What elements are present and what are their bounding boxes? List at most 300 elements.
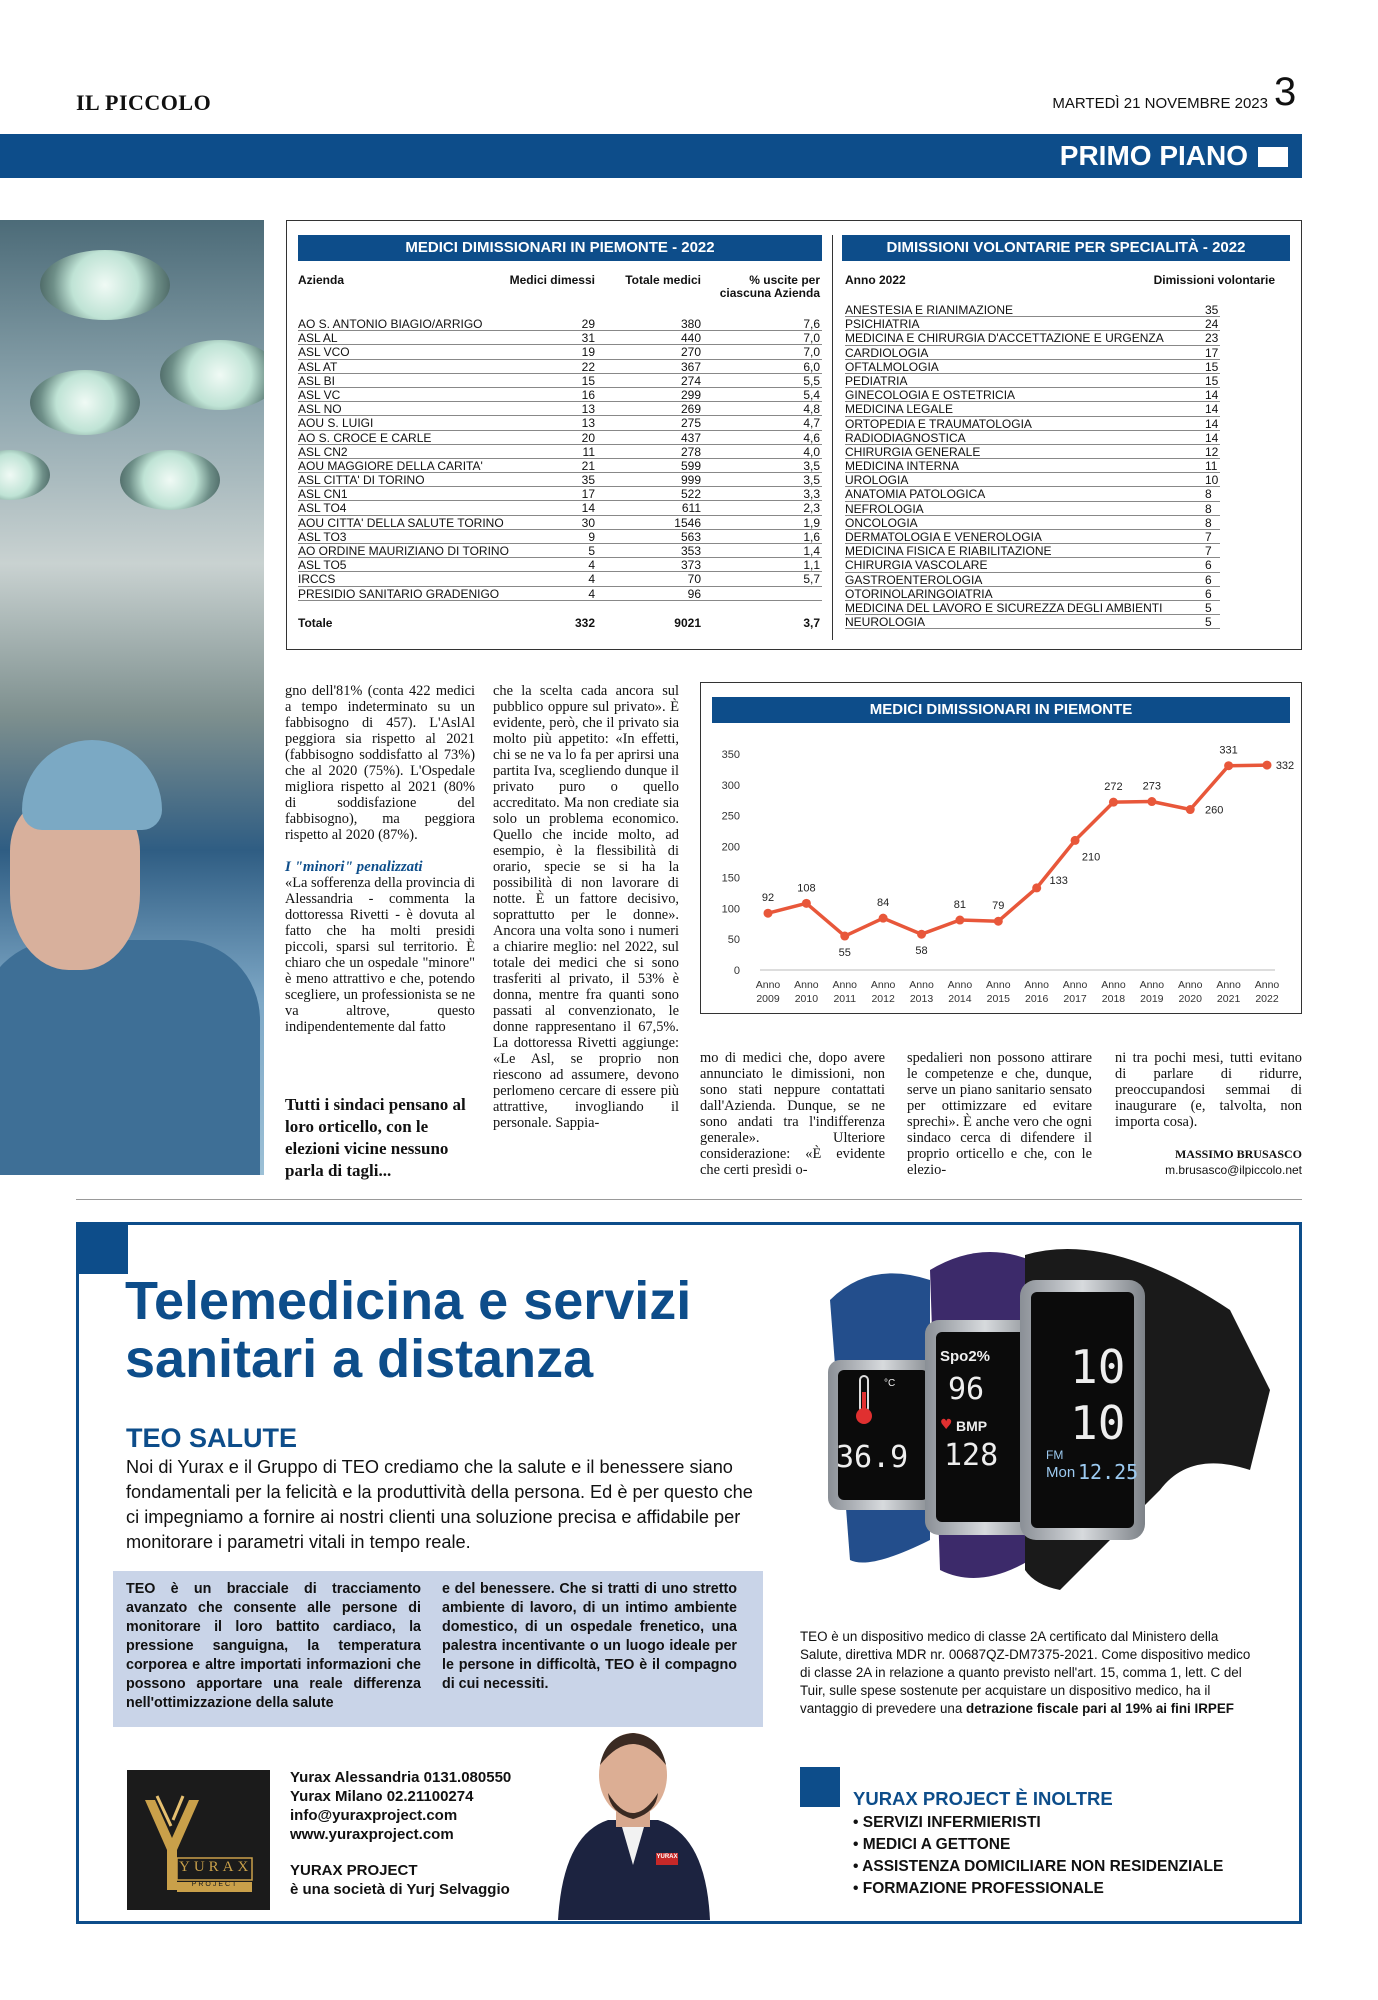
y-tick-label: 100: [721, 903, 740, 916]
ad-intro: Noi di Yurax e il Gruppo di TEO crediamo che la salute e il benessere siano fondamentali per la felicità e la produttività della persona. Ed è per questo che ci impegniamo a fornire ai nostri clienti una soluzione precisa e affidabile per monitorare i parametri vitali in tempo reale.: [126, 1457, 753, 1552]
data-point: [1263, 761, 1272, 770]
table2-row: [845, 587, 1220, 601]
cell-totale: 563: [680, 529, 701, 544]
data-label: 260: [1205, 804, 1224, 817]
x-tick-label: 2011: [833, 993, 857, 1005]
cell-dimessi: 13: [581, 416, 595, 431]
t1-total-percent: 3,7: [803, 616, 820, 630]
cell-dimessi: 31: [581, 331, 595, 346]
table2-row: [845, 558, 1220, 572]
ad-box-right: e del benessere. Che si tratti di uno stretto ambiente di lavoro, di un intimo ambiente domestico, di un ospedale frenetico, una palestra incentivante o un luogo ideale per le persone in difficoltà, TEO è il compagno di cui necessiti.: [442, 1581, 737, 1692]
cell-specialita: DERMATOLOGIA E VENEROLOGIA: [845, 530, 1042, 544]
ad-regulatory-note: [800, 1628, 1260, 1718]
table1-row: [298, 402, 822, 416]
inoltre-item-formazione: • FORMAZIONE PROFESSIONALE: [853, 1878, 1273, 1900]
data-label: 81: [953, 899, 967, 912]
cell-dimessi: 11: [582, 444, 595, 459]
cell-specialita: PSICHIATRIA: [845, 317, 920, 332]
x-tick-label: 2022: [1255, 993, 1279, 1005]
watch2-bmp-label: BMP: [956, 1418, 988, 1434]
cell-azienda: AO S. CROCE E CARLE: [298, 430, 432, 445]
cell-percent: 5,4: [803, 387, 820, 402]
table2-row: [845, 573, 1220, 587]
y-tick-label: 250: [721, 810, 740, 823]
data-point: [802, 899, 811, 908]
cell-totale: 373: [680, 558, 701, 573]
table2-row: [845, 388, 1220, 402]
cell-azienda: AOU S. LUIGI: [298, 416, 374, 431]
t1-total-medici: 9021: [674, 616, 701, 630]
watch1-temperature: 36.9: [836, 1440, 909, 1475]
cell-azienda: IRCCS: [298, 572, 336, 587]
table1-row: [298, 530, 822, 544]
cell-azienda: ASL TO3: [298, 529, 347, 544]
cell-percent: 4,6: [803, 430, 820, 445]
data-point: [994, 917, 1003, 926]
series-line: [768, 765, 1267, 936]
cell-percent: 7,0: [803, 345, 820, 360]
cell-dimissioni: 5: [1205, 600, 1212, 615]
cell-totale: 599: [680, 458, 701, 473]
chart-title: MEDICI DIMISSIONARI IN PIEMONTE: [712, 697, 1290, 723]
cell-specialita: GINECOLOGIA E OSTETRICIA: [845, 388, 1016, 403]
cell-percent: 7,6: [803, 317, 820, 331]
cell-specialita: OFTALMOLOGIA: [845, 359, 939, 374]
x-tick-label: Anno: [1177, 979, 1203, 991]
company-name: YURAX PROJECT: [290, 1862, 418, 1879]
cell-azienda: ASL TO4: [298, 501, 347, 516]
cell-totale: 299: [680, 387, 701, 402]
table1-row: [298, 544, 822, 558]
cell-dimessi: 13: [581, 402, 595, 417]
cell-dimissioni: 6: [1205, 572, 1212, 587]
contact-email[interactable]: info@yuraxproject.com: [290, 1807, 458, 1824]
cell-dimessi: 30: [581, 515, 595, 530]
data-point: [1224, 761, 1233, 770]
data-label: 79: [992, 900, 1005, 913]
x-tick-label: Anno: [794, 979, 819, 991]
ad-note-bold: detrazione fiscale pari al 19% ai fini IRPEF: [966, 1701, 1234, 1716]
section-title: PRIMO PIANO: [1059, 140, 1248, 171]
article-col1-a: gno dell'81% (conta 422 medici a tempo indeterminato su un fabbisogno di 457). L'AslAl peggiora sia rispetto al 2021 (fabbisogno soddisfatto al 73%) che al 2020 (75%). L'Ospedale migliora rispetto al 2021 (80% di soddisfazione del fabbisogno), ma peggiora rispetto al 2020 (87%).: [285, 683, 475, 843]
cell-totale: 380: [680, 317, 701, 331]
cell-specialita: RADIODIAGNOSTICA: [845, 430, 966, 445]
table2-row: [845, 487, 1220, 501]
ad-corner-block: [76, 1222, 128, 1274]
data-label: 108: [797, 882, 816, 895]
x-tick-label: Anno: [986, 979, 1011, 991]
table2-rows: [845, 303, 1220, 629]
data-label: 332: [1275, 760, 1295, 773]
table1-row: [298, 558, 822, 572]
cell-dimissioni: 15: [1205, 373, 1219, 388]
cell-azienda: AO ORDINE MAURIZIANO DI TORINO: [298, 544, 509, 558]
company-info: [290, 1861, 590, 1899]
cell-specialita: ORTOPEDIA E TRAUMATOLOGIA: [845, 416, 1032, 431]
table1-row: [298, 360, 822, 374]
cell-percent: 3,5: [803, 458, 820, 473]
cell-azienda: ASL BI: [298, 373, 335, 388]
author-email[interactable]: m.brusasco@ilpiccolo.net: [1165, 1163, 1302, 1177]
ad-title: Telemedicina e servizi sanitari a distanza: [125, 1271, 692, 1389]
yurax-logo: [127, 1770, 270, 1910]
x-tick-label: 2021: [1216, 993, 1241, 1005]
t1-header-percent: % uscite per ciascuna Azienda: [719, 273, 820, 300]
company-description: è una società di Yurj Selvaggio: [290, 1881, 510, 1898]
cell-totale: 1546: [674, 515, 701, 530]
cell-dimessi: 17: [581, 487, 595, 502]
logo-text: YURAX: [179, 1859, 253, 1875]
watch2-spo2-value: 96: [948, 1372, 985, 1407]
cell-dimissioni: 8: [1205, 487, 1212, 502]
heart-icon: ♥: [940, 1417, 953, 1433]
article-col5: ni tra pochi mesi, tutti evitano di parlare di ridurre, preoccupandosi semmai di inaugurare (e, talvolta, non importa cosa).: [1115, 1050, 1302, 1130]
cell-specialita: ANESTESIA E RIANIMAZIONE: [845, 303, 1014, 317]
cell-dimessi: 35: [581, 473, 595, 488]
t1-header-dimessi: Medici dimessi: [509, 273, 595, 287]
cell-azienda: ASL AL: [298, 331, 338, 346]
data-label: 58: [915, 945, 928, 958]
cell-dimissioni: 14: [1205, 402, 1219, 417]
table1-row: [298, 331, 822, 345]
ad-subtitle: TEO SALUTE: [126, 1423, 298, 1453]
x-tick-label: Anno: [1062, 979, 1088, 991]
line-chart: [700, 726, 1302, 1014]
table2-row: [845, 601, 1220, 615]
x-tick-label: 2018: [1101, 993, 1126, 1005]
cell-azienda: ASL CN1: [298, 487, 348, 502]
article-subhead: I "minori" penalizzati: [285, 859, 423, 875]
table1-row: [298, 388, 822, 402]
data-point: [840, 932, 849, 941]
table2-row: [845, 431, 1220, 445]
x-tick-label: 2020: [1178, 993, 1202, 1005]
article-col1: [285, 683, 475, 1035]
cell-dimessi: 29: [581, 317, 595, 331]
y-tick-label: 150: [721, 872, 740, 885]
table1-row: [298, 431, 822, 445]
cell-specialita: GASTROENTEROLOGIA: [845, 572, 983, 587]
cell-specialita: CARDIOLOGIA: [845, 345, 929, 360]
cell-azienda: ASL CN2: [298, 444, 348, 459]
cell-specialita: MEDICINA LEGALE: [845, 402, 954, 417]
cell-dimissioni: 8: [1205, 501, 1212, 516]
cell-dimissioni: 23: [1205, 331, 1219, 346]
cell-totale: 999: [680, 473, 701, 488]
cell-dimissioni: 14: [1205, 430, 1219, 445]
cell-azienda: ASL VC: [298, 387, 341, 402]
cell-totale: 269: [680, 402, 701, 417]
x-tick-label: Anno: [909, 979, 934, 991]
cell-totale: 367: [680, 359, 701, 374]
table2-row: [845, 473, 1220, 487]
watch3-hour: 10: [1070, 1340, 1126, 1394]
contact-alessandria: Yurax Alessandria 0131.080550: [290, 1769, 512, 1786]
table1-row: [298, 345, 822, 359]
table-divider: [832, 235, 833, 640]
y-tick-label: 50: [727, 934, 740, 947]
cell-azienda: ASL NO: [298, 402, 342, 417]
cell-specialita: UROLOGIA: [845, 473, 909, 488]
article-col1-b: «La sofferenza della provincia di Alessandria - commenta la dottoressa Rivetti - è dovuta al fatto che ha molti presidi piccoli, sparsi sul territorio. È chiaro che un ospedale "minore" è meno attrattivo e che, potendo scegliere, un professionista se ne va altrove, questo indipendentemente dal fatto: [285, 875, 475, 1035]
cell-dimissioni: 12: [1205, 444, 1219, 459]
x-tick-label: Anno: [832, 979, 858, 991]
watch3-minute: 10: [1070, 1396, 1126, 1450]
cell-dimissioni: 14: [1205, 388, 1219, 403]
page-divider: [76, 1199, 1302, 1200]
cell-dimissioni: 35: [1205, 303, 1219, 317]
article-col2: che la scelta cada ancora sul pubblico oppure sul privato». È evidente, però, che il privato sia molto più appetito: «In effetti, chi se ne va lo fa per aprirsi una partita Iva, scegliendo dunque il privato puro o quello accreditato. Ma non crediate sia solo un problema economico. Quello che incide molto, ad esempio, è la flessibilità di orario, specie se si ha la possibilità di non lavorare di notte. È un fattore decisivo, soprattutto per le donne». Ancora una volta sono i numeri a chiarire meglio: nel 2022, sul totale dei medici che si sono trasferiti al privato, il 53% è donna, mentre fra quanti sono passati al convenzionato, le donne rappresentano il 67,5%. La dottoressa Rivetti aggiunge: «Le Asl, se proprio non riescono ad assumere, devono perlomeno cercare di essere più attrattive, invogliando il personale. Sappia-: [493, 683, 679, 1131]
table1-row: [298, 487, 822, 501]
cell-percent: 4,7: [803, 416, 820, 431]
cell-totale: 274: [680, 373, 701, 388]
data-point: [1071, 836, 1080, 845]
t1-header-azienda: Azienda: [298, 273, 345, 287]
table1-row: [298, 516, 822, 530]
watch3-day: Mon: [1046, 1464, 1076, 1481]
table2-row: [845, 374, 1220, 388]
x-tick-label: Anno: [1024, 979, 1049, 991]
cell-specialita: MEDICINA E CHIRURGIA D'ACCETTAZIONE E URGENZA: [845, 331, 1164, 346]
pull-quote: Tutti i sindaci pensano al loro orticello, con le elezioni vicine nessuno parla di tagli...: [285, 1095, 466, 1180]
data-label: 331: [1219, 744, 1238, 757]
inoltre-item-infermieristi: • SERVIZI INFERMIERISTI: [853, 1812, 1273, 1834]
table2-row: [845, 331, 1220, 345]
t2-header-dimissioni: Dimissioni volontarie: [1153, 273, 1275, 287]
cell-specialita: MEDICINA INTERNA: [845, 459, 960, 474]
cell-totale: 353: [680, 544, 701, 558]
cell-percent: 2,3: [803, 501, 820, 516]
cell-percent: 3,5: [803, 473, 820, 488]
t2-header-anno: Anno 2022: [845, 273, 906, 287]
x-tick-label: 2019: [1140, 993, 1164, 1005]
cell-dimessi: 21: [581, 458, 595, 473]
table1-row: [298, 459, 822, 473]
watch2-bmp-value: 128: [944, 1438, 999, 1473]
cell-percent: 3,3: [803, 487, 820, 502]
cell-totale: 70: [687, 572, 701, 587]
cell-dimissioni: 6: [1205, 586, 1212, 601]
cell-percent: 4,8: [803, 402, 820, 417]
table2-row: [845, 459, 1220, 473]
t1-total-label: Totale: [298, 616, 333, 630]
table1-row: [298, 572, 822, 586]
cell-dimessi: 14: [581, 501, 595, 516]
surgeon-photo: [0, 220, 264, 1175]
cell-specialita: PEDIATRIA: [845, 373, 908, 388]
x-tick-label: 2013: [909, 993, 934, 1005]
cell-azienda: ASL AT: [298, 359, 338, 374]
y-tick-label: 0: [733, 965, 740, 977]
x-tick-label: 2015: [986, 993, 1010, 1005]
data-label: 55: [838, 947, 851, 960]
table2-row: [845, 544, 1220, 558]
cell-totale: 440: [680, 331, 701, 346]
cell-azienda: ASL CITTA' DI TORINO: [298, 473, 425, 488]
cell-totale: 437: [680, 430, 701, 445]
data-point: [1186, 805, 1195, 814]
table2-row: [845, 502, 1220, 516]
table1-row: [298, 473, 822, 487]
cell-percent: 4,0: [803, 444, 820, 459]
cell-dimessi: 15: [581, 373, 595, 388]
ad-box-left: TEO è un bracciale di tracciamento avanzato che consente alle persone di monitorare il loro battito cardiaco, la pressione sanguigna, la temperatura corporea e altre importati informazioni che possono apportare una reale differenza nell'ottimizzazione della salute: [126, 1581, 421, 1711]
contacts-list: [290, 1768, 590, 1844]
watch3-date: 12.25: [1078, 1460, 1139, 1484]
cell-dimessi: 9: [588, 529, 595, 544]
cell-dimessi: 4: [588, 558, 595, 573]
cell-dimessi: 20: [581, 430, 595, 445]
cell-dimessi: 4: [588, 572, 595, 587]
cell-percent: 1,4: [803, 544, 820, 558]
t1-total-dimessi: 332: [574, 616, 595, 630]
cell-specialita: NEFROLOGIA: [845, 501, 924, 516]
table2-row: [845, 402, 1220, 416]
cell-percent: 1,1: [803, 558, 820, 573]
cell-dimessi: 22: [581, 359, 595, 374]
cell-dimissioni: 10: [1205, 473, 1219, 488]
data-point: [1147, 797, 1156, 806]
x-tick-label: Anno: [1216, 979, 1241, 991]
cell-totale: 275: [680, 416, 701, 431]
data-label: 210: [1081, 851, 1101, 864]
table2-row: [845, 615, 1220, 629]
table2-row: [845, 303, 1220, 317]
table2-title: DIMISSIONI VOLONTARIE PER SPECIALITÀ - 2022: [842, 235, 1290, 261]
inoltre-item-assistenza: • ASSISTENZA DOMICILIARE NON RESIDENZIALE: [853, 1856, 1273, 1878]
cell-specialita: MEDICINA DEL LAVORO E SICUREZZA DEGLI AMBIENTI: [845, 600, 1163, 615]
data-point: [1032, 883, 1041, 892]
cell-azienda: ASL VCO: [298, 345, 350, 360]
data-point: [955, 916, 964, 925]
article-col4: spedalieri non possono attirare le competenze e che, dunque, serve un piano sanitario sensato per ottimizzare ed evitare sprechi». È anche vero che ogni sindaco cerca di difendere il proprio orticello e che, con le elezio-: [907, 1050, 1092, 1178]
cell-percent: 1,9: [803, 515, 820, 530]
table1-row: [298, 416, 822, 430]
x-tick-label: Anno: [1139, 979, 1165, 991]
y-tick-label: 350: [721, 749, 740, 761]
cell-azienda: AOU MAGGIORE DELLA CARITA': [298, 458, 483, 473]
cell-azienda: AO S. ANTONIO BIAGIO/ARRIGO: [298, 317, 483, 331]
cell-dimissioni: 6: [1205, 558, 1212, 573]
cell-dimissioni: 8: [1205, 515, 1212, 530]
watch3-fm: FM: [1046, 1448, 1064, 1462]
data-point: [879, 914, 888, 923]
newspaper-name: IL PICCOLO: [76, 90, 212, 115]
table1-title: MEDICI DIMISSIONARI IN PIEMONTE - 2022: [298, 235, 822, 261]
table2-row: [845, 417, 1220, 431]
data-label: 84: [877, 897, 890, 910]
y-tick-label: 200: [721, 841, 740, 854]
inoltre-marker: [800, 1767, 840, 1807]
cell-totale: 96: [687, 586, 701, 601]
table2-row: [845, 530, 1220, 544]
t1-header-totale: Totale medici: [625, 273, 701, 287]
cell-specialita: NEUROLOGIA: [845, 615, 926, 630]
cell-totale: 522: [680, 487, 701, 502]
contact-website[interactable]: www.yuraxproject.com: [290, 1826, 454, 1843]
issue-date: MARTEDÌ 21 NOVEMBRE 2023: [1052, 95, 1268, 112]
data-point: [917, 930, 926, 939]
data-point: [1109, 798, 1118, 807]
table1-rows: [298, 317, 822, 601]
cell-specialita: ONCOLOGIA: [845, 515, 918, 530]
cell-dimessi: 16: [581, 387, 595, 402]
x-tick-label: Anno: [947, 979, 973, 991]
cell-percent: 6,0: [803, 359, 820, 374]
data-point: [764, 909, 773, 918]
article-author: MASSIMO BRUSASCO: [1174, 1147, 1302, 1161]
x-tick-label: 2010: [794, 993, 819, 1005]
cell-azienda: AOU CITTA' DELLA SALUTE TORINO: [298, 515, 504, 530]
data-label: 273: [1142, 780, 1162, 793]
cell-dimissioni: 14: [1205, 416, 1219, 431]
cell-dimissioni: 7: [1205, 530, 1212, 544]
cell-specialita: CHIRURGIA VASCOLARE: [845, 558, 988, 573]
x-tick-label: Anno: [1101, 979, 1126, 991]
cell-specialita: ANATOMIA PATOLOGICA: [845, 487, 986, 502]
x-tick-label: Anno: [1254, 979, 1280, 991]
table1-row: [298, 587, 822, 601]
table2-row: [845, 346, 1220, 360]
table1-row: [298, 374, 822, 388]
cell-dimissioni: 15: [1205, 359, 1219, 374]
cell-dimessi: 4: [588, 586, 595, 601]
cell-percent: 5,7: [803, 572, 820, 587]
cell-percent: 7,0: [803, 331, 820, 346]
y-tick-label: 300: [721, 779, 740, 792]
article-col3: mo di medici che, dopo avere annunciato le dimissioni, non sono stati neppure contattati dall'Azienda. Dunque, se ne sono andati tra l'indifferenza generale». Ulteriore considerazione: «È evidente che certi presìdi o-: [700, 1050, 885, 1178]
cell-dimessi: 19: [581, 345, 595, 360]
page-number: 3: [1274, 70, 1297, 114]
cell-dimissioni: 17: [1205, 345, 1219, 360]
data-label: 133: [1049, 874, 1068, 887]
cell-percent: 5,5: [803, 373, 820, 388]
data-label: 272: [1104, 781, 1123, 794]
cell-percent: 1,6: [803, 529, 820, 544]
ad-note-text: TEO è un dispositivo medico di classe 2A certificato dal Ministero della Salute, direttiva MDR nr. 00687QZ-DM7375-2021. Come dispositivo medico di classe 2A in relazione a quanto previsto nell'art. 15, comma 1, lett. C del Tuir, sulle spese sostenute per acquistare un dispositivo medico, ha il vantaggio di prevedere una: [800, 1629, 1251, 1716]
cell-totale: 278: [680, 444, 701, 459]
cell-dimissioni: 11: [1205, 459, 1218, 474]
cell-specialita: CHIRURGIA GENERALE: [845, 444, 981, 459]
x-tick-label: 2016: [1025, 993, 1049, 1005]
section-marker: [1258, 147, 1288, 167]
table1-row: [298, 445, 822, 459]
cell-dimessi: 5: [588, 544, 595, 558]
person-photo: [548, 1705, 718, 1920]
table2-row: [845, 516, 1220, 530]
inoltre-list: [853, 1812, 1273, 1900]
table1-row: [298, 501, 822, 515]
cell-dimissioni: 5: [1205, 615, 1212, 630]
cell-specialita: OTORINOLARINGOIATRIA: [845, 586, 993, 601]
table2-row: [845, 360, 1220, 374]
inoltre-title: YURAX PROJECT È INOLTRE: [853, 1788, 1113, 1809]
table1-row: [298, 317, 822, 331]
person-badge: YURAX: [656, 1854, 678, 1860]
cell-azienda: PRESIDIO SANITARIO GRADENIGO: [298, 586, 500, 601]
cell-totale: 611: [681, 501, 701, 516]
cell-dimissioni: 7: [1205, 544, 1212, 559]
cell-dimissioni: 24: [1205, 317, 1219, 332]
data-label: 92: [761, 892, 775, 905]
logo-subtext: PROJECT: [191, 1881, 239, 1888]
x-tick-label: 2017: [1063, 993, 1087, 1005]
inoltre-item-medici: • MEDICI A GETTONE: [853, 1834, 1273, 1856]
x-tick-label: 2014: [948, 993, 972, 1005]
table2-row: [845, 317, 1220, 331]
x-tick-label: 2012: [871, 993, 895, 1005]
x-tick-label: Anno: [870, 979, 896, 991]
